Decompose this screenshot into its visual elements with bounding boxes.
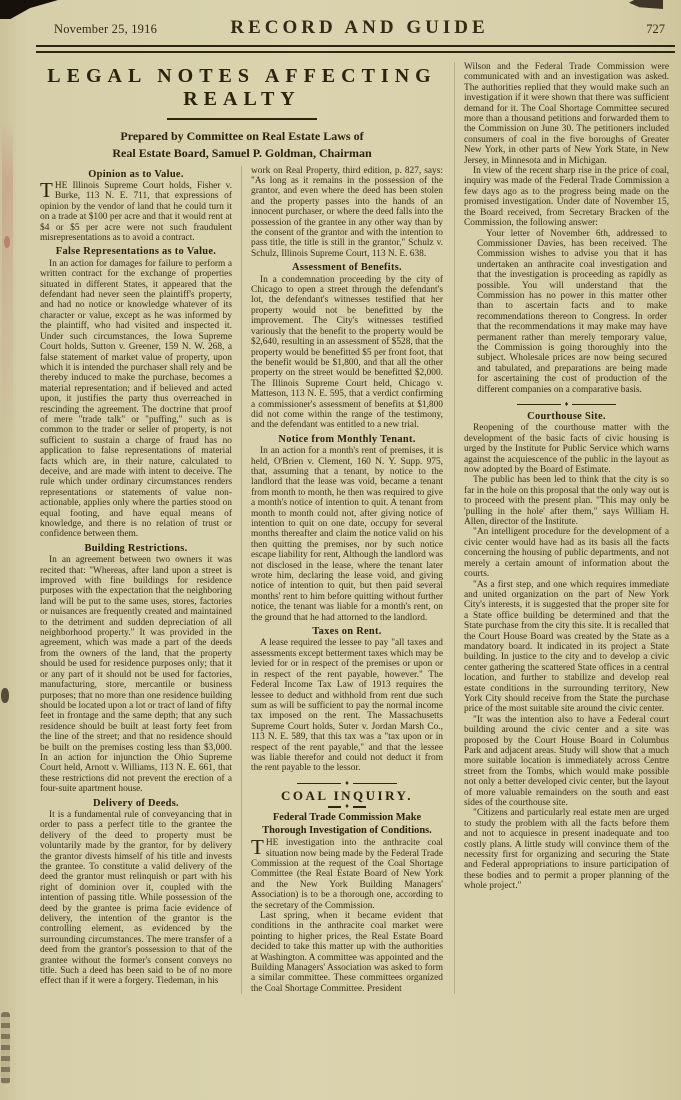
column-1 xyxy=(40,166,232,995)
section-heading: Courthouse Site. xyxy=(527,411,606,422)
issue-date: November 25, 1916 xyxy=(54,22,158,36)
diamond-ornament: ♦ xyxy=(345,778,349,787)
drop-cap: T xyxy=(40,178,53,202)
byline-line-2: Real Estate Board, Samuel P. Goldman, Chairman xyxy=(112,145,372,160)
page-number: 727 xyxy=(646,22,665,36)
section-heading: Assessment of Benefits. xyxy=(292,262,402,274)
section-heading: Building Restrictions. xyxy=(84,542,188,554)
paragraph: "An intelligent procedure for the development of a civic center would have had as its basis all the facts concerning the housing of public departments, and not merely a certain amount of information about the courts. xyxy=(464,527,669,580)
paragraph xyxy=(251,835,443,911)
page-content xyxy=(0,53,681,994)
scan-artifact-mark xyxy=(1,688,9,703)
diamond-ornament: ♦ xyxy=(345,802,349,811)
paragraph: The public has been led to think that the city is so far in the hole on this proposal that the only way out is to proceed with the present plan. "This may only be 'pulling in the hole' after them," says William H. Allen, director of the Institute. xyxy=(464,475,669,528)
column-3 xyxy=(454,62,673,994)
quoted-letter: Your letter of November 6th, addressed to Commissioner Davies, has been received. The Commission wishes to advise you that it has undertaken an anthracite coal investigation and that the investigation is proceeding as rapidly as possible. You will understand that the Commission has no power in this matter other than to ascertain facts and to make recommendations thereon to Congress. In order that the recommendations it may make may have permanent rather than merely temporary value, the Commission is going thoroughly into the subject. Wholesale prices are now being secured and tabulated, and preparations are being made for ascertaining the cost of production of the different companies on a comparative basis. xyxy=(477,228,667,395)
department-title: COAL INQUIRY. xyxy=(281,787,413,803)
scan-artifact-mark xyxy=(1,1012,10,1084)
paragraph: In an action for damages for failure to perform a written contract for the exchange of properties situated in different States, it appeared that the defendant had never seen the plaintiff's property, and had no notice or knowledge whatever of its character or value, except as he was informed by the plaintiff, who had visited and inspected it. Under such circumstances, the Iowa Supreme Court holds, Sutton v. Greener, 159 N. W. 268, a false statement of market value of property, upon which it is intended the purchaser shall rely and be thereby induced to make the purchase, becomes a material representation; and if believed and acted upon, it justifies the party thus overreached in rescinding the agreement. The doctrine that proof of mere "trade talk" or "puffing," such as is common to the trader or seller of property, is not sufficient to sustain a charge of fraud has no application to false representations of material facts which are, in their nature, calculated to deceive, and are made with intent to deceive. The rule which under ordinary circumstances renders representations or statements of value non-actionable, applies only where the parties stood on equal footing, and have equal means of knowledge, and there is no relation of trust or confidence between them. xyxy=(40,258,232,540)
section-heading: Taxes on Rent. xyxy=(312,626,382,638)
paragraph: Last spring, when it became evident that conditions in the anthracite coal market were pointing to higher prices, the Real Estate Board decided to take this matter up with the authorities at Washington. A committee was appointed and the Building Managers' Association was asked to form a similar committee. These committees organized the Coal Shortage Committee. President xyxy=(251,910,443,994)
drop-cap: T xyxy=(251,835,264,860)
scan-artifact-streak xyxy=(2,120,13,460)
paragraph: In a condemnation proceeding by the city of Chicago to open a street through the defendant's lot, the defendant's witnesses testified that her property would not be benefitted by the improvement. The City's witnesses testified variously that the benefit to the property would be $2,640, resulting in an assessment of $528, that the property would be benefitted $5 per front foot, that the benefit would be $1,800, and that all the other property on the street would be benefitted $2,000. The Illinois Supreme Court held, Chicago v. Matteson, 113 N. E. 595, that a verdict confirming a commissioner's assessment of benefits at $1,800 did not come within the range of the testimony, and the defendant was entitled to a new trial. xyxy=(251,274,443,431)
paragraph: A lease required the lessee to pay "all taxes and assessments except betterment taxes which may be levied for or in respect of the premises or upon or in respect of the rent payable, however." The Federal Income Tax Law of 1913 requires the lessee to deduct and withhold from rent due such sum as will be sufficient to pay the normal income tax imposed on the rent. The Massachusetts Supreme Court holds, Suter v. Jordan Marsh Co., 113 N. E. 589, that this tax was a "tax upon or in respect of the rent payable," and that the lessee was liable therefor and could not deduct it from the rent payable to the lessor. xyxy=(251,638,443,774)
section-heading: False Representations as to Value. xyxy=(55,246,217,258)
article-left-section xyxy=(40,62,444,994)
section-heading: Delivery of Deeds. xyxy=(93,797,179,809)
paragraph: It is a fundamental rule of conveyancing that in order to pass a perfect title to the grantee the delivery of the deed to property must be voluntarily made by the grantor, for by delivery the grantor divests himself of his title and invests the grantee. To constitute a valid delivery of the deed the grantor must relinquish or part with his right of dominion over it, coupled with the intention of passing title. While possession of the deed by the grantee is prima facie evidence of delivery, the intention of the grantor is the controlling element, as evidenced by the surrounding circumstances. The mere transfer of a deed from the grantor's possession to that of the grantee without the former's consent conveys no title. Such a deed has been said to be of no more effect than if it were a forgery. Tiedeman, in his xyxy=(40,809,232,987)
title-rule xyxy=(167,118,317,120)
paragraph xyxy=(40,178,232,244)
section-divider xyxy=(464,401,669,408)
header-rule xyxy=(36,45,675,53)
article-subhead: Federal Trade Commission Make Thorough Investigation of Conditions. xyxy=(262,812,432,836)
column-2 xyxy=(241,166,443,995)
paragraph: In an action for a month's rent of premises, it is held, O'Brien v. Clement, 160 N. Y. Supp. 975, that, assuming that a tenant, by notice to the landlord that the lease was void, became a tenant from month to month, he then was required to give a month's notice of intention to quit. A tenant from month to month could not, after giving notice of intention to quit on one date, occupy for several months thereafter and claim the notice valid on his then quitting the premises, nor by such notice escape liability for rent, Although the landlord was not disclosed in the lease, where the tenant later wrote him, declaring the lease void, and giving notice of intention to quit, but then paid several months' rent to him before quitting without further notice, the tenant was liable for a month's rent, on the ground that he had attorned to the landlord. xyxy=(251,446,443,623)
paragraph: Reopening of the courthouse matter with the development of the basic facts of civic housing is urged by the Institute for Public Service which warns against the acquiescence of the public in the layout as now adopted by the Board of Estimate. xyxy=(464,423,669,476)
title-ornament xyxy=(251,803,443,810)
paragraph: "It was the intention also to have a Federal court building around the civic center and a site was proposed by the Court House Board in Columbus Park and adjacent areas. Study will show that a much more suitable location is immediately across Centre street from the Tombs, which would make possible not only a better developed civic center, but the layout of more valuable remainders on the south and east sides of the courthouse site. xyxy=(464,714,669,809)
article-title: LEGAL NOTES AFFECTING REALTY xyxy=(47,65,437,110)
section-heading: Notice from Monthly Tenant. xyxy=(278,433,416,445)
publication-title: RECORD AND GUIDE xyxy=(230,17,489,38)
diamond-ornament: ♦ xyxy=(564,400,569,408)
article-columns xyxy=(40,166,444,995)
paragraph: "As a first step, and one which requires immediate and united organization on the part of New York City's interests, it is suggested that the proper site for a State office building be determined and that the State purchase from the city this site. It is recalled that the Court House Board was created by the State as a mandatory board. It indicated in its project a State building. In justice to the city and to develop a civic center gathering the scattered State offices in a central location, and further to stabilize and develop real estate conditions in the surrounding territory, New York City should receive from the State the purchase price of the most suitable site around the civic center. xyxy=(464,579,669,715)
paragraph: work on Real Property, third edition, p. 827, says: "As long as it remains in the possession of the grantor, and even where the deed has been stolen and the property passes into the hands of an innocent purchaser, or where the deed falls into the possession of the grantee in any other way than by the consent of the grantor and with the intention to pass title, the title is still in the grantor," Schulz v. Schulz, Illinois Supreme Court, 113 N. E. 638. xyxy=(251,165,443,259)
paragraph: In an agreement between two owners it was recited that: "Whereas, after land upon a street is improved with fine buildings for residence purposes with the expectation that the neighboring land will be put to the same uses, stores, factories or nuisances are frequently created and maintained to the detriment and sudden depreciation of all neighborhood property." It was provided in the agreement, which was made a part of the deeds from the owners of the land, that the property should be used for residence purposes only; that it or any part of it should not be used for factories, manufacturing, store, mercantile or business purposes; that no more than one residence building should be located upon a lot or tract of land of fifty feet in frontage and the same depth; that any such residence should be built at least forty feet from the line of the street; and that no residence should be built on the premises costing less than $3,000. In an action for injunction the Ohio Supreme Court held, Arnott v. Williams, 113 N. E. 661, that these restrictions did not prevent the erection of a four-suite apartment house. xyxy=(40,555,232,795)
article-header xyxy=(40,65,444,162)
page-header xyxy=(0,0,681,39)
article-byline xyxy=(40,128,444,162)
section-heading: Opinion as to Value. xyxy=(88,168,184,180)
scan-artifact-mark xyxy=(4,236,10,248)
paragraph-text: HE Illinois Supreme Court holds, Fisher v. Burke, 113 N. E. 711, that expressions of opinion by the vendor of land that he could turn it on a trade at $100 per acre and that it would rent at $4 or $5 per acre were not such fraudulent misrepresentations as to avoid a contract. xyxy=(40,181,232,244)
section-divider xyxy=(251,780,443,787)
byline-line-1: Prepared by Committee on Real Estate Laws of xyxy=(120,129,364,143)
paragraph: Wilson and the Federal Trade Commission were communicated with and an investigation was asked. The authorities replied that they would make such an investigation if it were shown that there was sufficient demand for it. The Coal Shortage Committee secured more than a thousand petitions and forwarded them to the Commission on June 30. The petitioners included consumers of coal in the five boroughs of Greater New York, in other parts of New York State, in New Jersey, in Minnesota and in Michigan. xyxy=(464,62,669,166)
paragraph: "Citizens and particularly real estate men are urged to study the problem with all the facts before them and not to acquiesce in present inadequate and too costly plans. A little study will convince them of the necessity first for organizing and securing the State and Federal appropriations to insure participation of these bodies and to permit a proper planning of the whole project." xyxy=(464,808,669,892)
paragraph: In view of the recent sharp rise in the price of coal, inquiry was made of the Federal Trade Commission a few days ago as to the progress being made on the promised investigation. Under date of November 15, the Board received, from Secretary Bracken of the Commission, the following answer: xyxy=(464,166,669,229)
paragraph-text: HE investigation into the anthracite coal situation now being made by the Federal Trade Commission at the request of the Coal Shortage Committee (the Real Estate Board of New York and the New York Building Managers' Association) is to be a thorough one, according to the secretary of the Commission. xyxy=(251,838,443,911)
